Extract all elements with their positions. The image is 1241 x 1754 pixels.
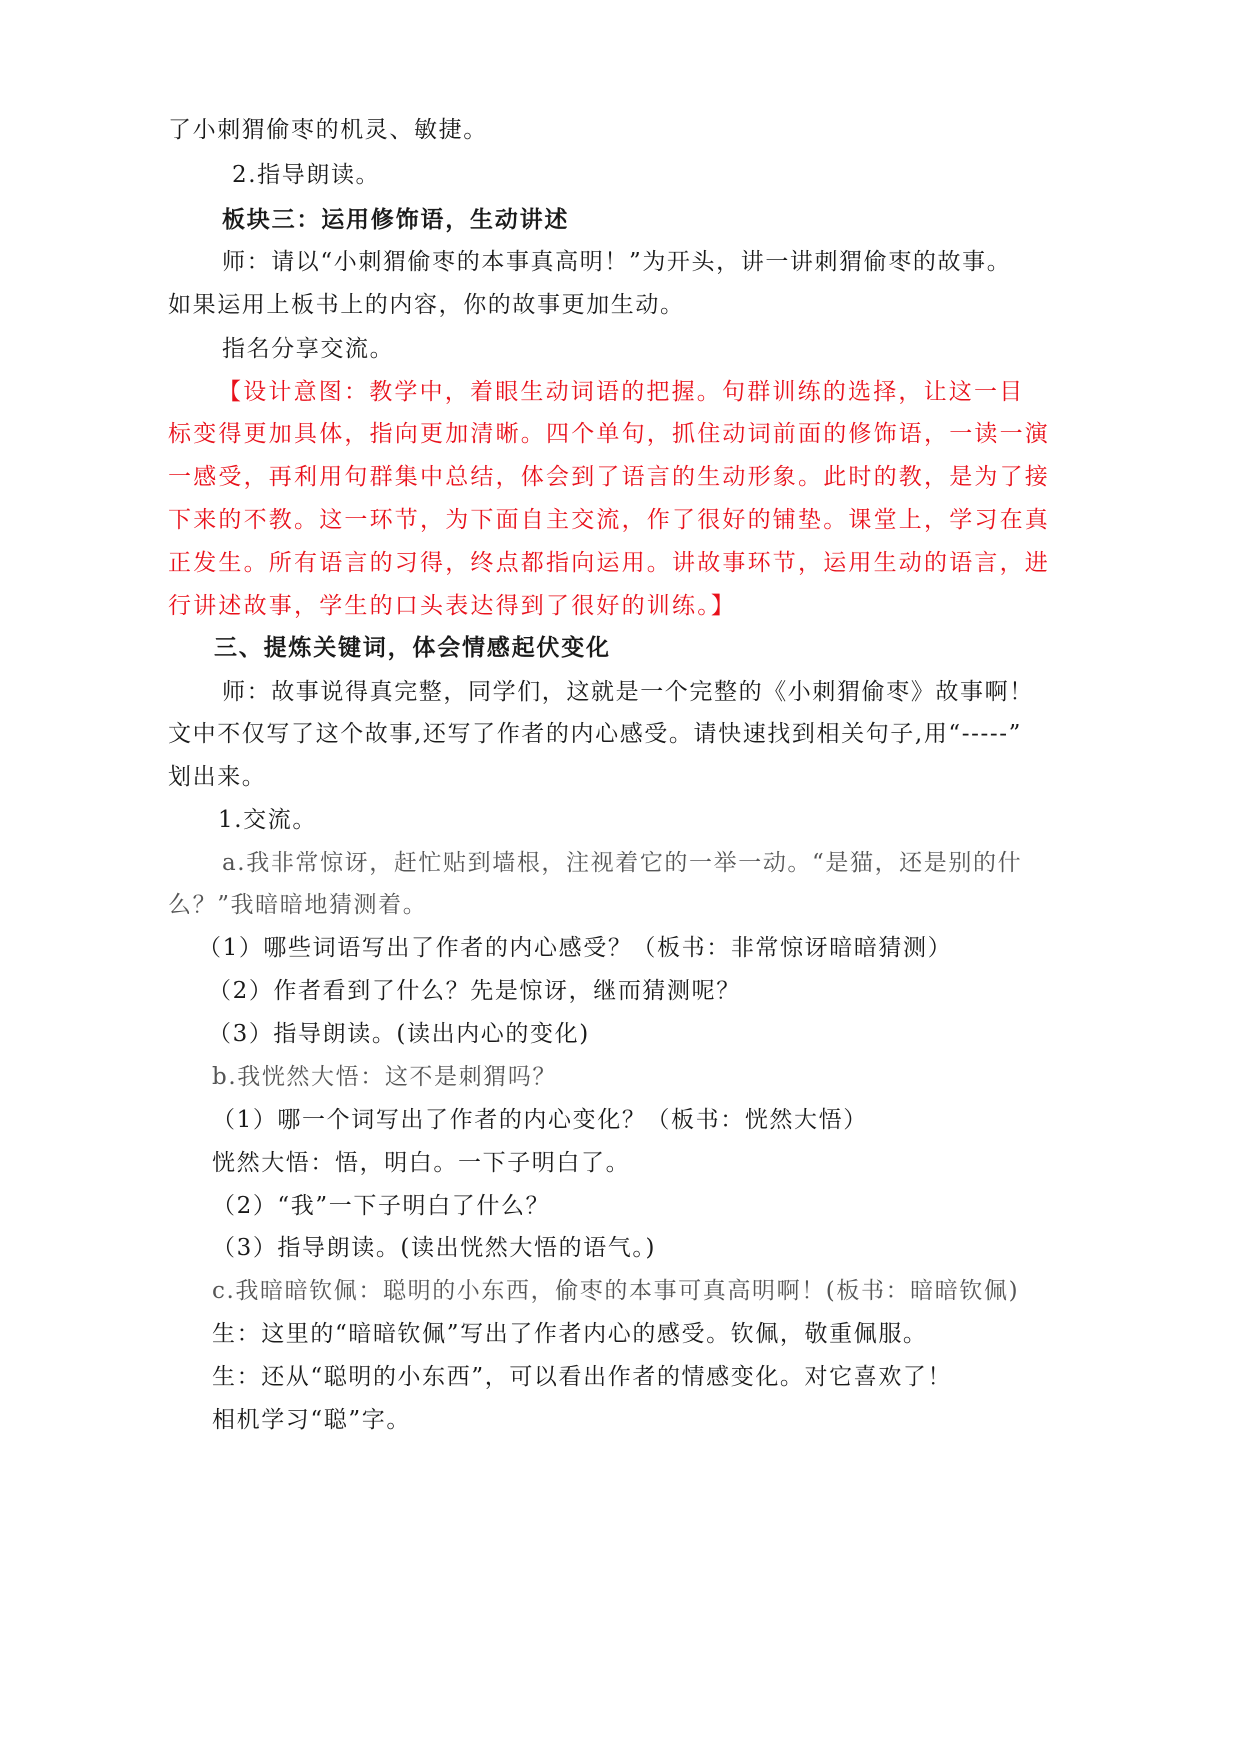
list-item: （1）哪一个词写出了作者的内心变化？（板书：恍然大悟）: [212, 1107, 868, 1133]
section-heading: 三、提炼关键词，体会情感起伏变化: [214, 635, 611, 661]
text-line: 师：请以“小刺猬偷枣的本事真高明！”为开头，讲一讲刺猬偷枣的故事。: [222, 249, 1012, 275]
text-line: 恍然大悟：悟，明白。一下子明白了。: [212, 1150, 631, 1176]
quote-line: b.我恍然大悟：这不是刺猬吗？: [212, 1064, 558, 1090]
list-item: （2）“我”一下子明白了什么？: [212, 1193, 551, 1219]
design-intent-line: 行讲述故事，学生的口头表达得到了很好的训练。】: [168, 593, 737, 619]
text-line: 指名分享交流。: [222, 336, 395, 362]
text-line: 师：故事说得真完整，同学们，这就是一个完整的《小刺猬偷枣》故事啊！: [222, 679, 1034, 705]
list-item: （1）哪些词语写出了作者的内心感受？（板书：非常惊讶暗暗猜测）: [198, 935, 953, 961]
text-line: 文中不仅写了这个故事,还写了作者的内心感受。请快速找到相关句子,用“-----”: [168, 721, 1022, 747]
list-item: 1.交流。: [218, 807, 317, 833]
design-intent-line: 标变得更加具体，指向更加清晰。四个单句，抓住动词前面的修饰语，一读一演: [168, 421, 1050, 447]
text-line: 生：这里的“暗暗钦佩”写出了作者内心的感受。钦佩，敬重佩服。: [212, 1321, 928, 1347]
text-line: 相机学习“聪”字。: [212, 1407, 411, 1433]
quote-line: c.我暗暗钦佩：聪明的小东西，偷枣的本事可真高明啊！(板书：暗暗钦佩): [212, 1278, 1020, 1304]
text-line: 生：还从“聪明的小东西”，可以看出作者的情感变化。对它喜欢了！: [212, 1364, 953, 1390]
list-item: （3）指导朗读。(读出内心的变化): [208, 1021, 590, 1047]
design-intent-line: 正发生。所有语言的习得，终点都指向运用。讲故事环节，运用生动的语言，进: [168, 550, 1050, 576]
list-item: （3）指导朗读。(读出恍然大悟的语气。): [212, 1235, 657, 1261]
quote-line: 么？”我暗暗地猜测着。: [168, 892, 428, 918]
text-line: 了小刺猬偷枣的机灵、敏捷。: [168, 117, 488, 143]
section-heading: 板块三：运用修饰语，生动讲述: [222, 207, 570, 233]
design-intent-line: 【设计意图：教学中，着眼生动词语的把握。句群训练的选择，让这一目: [218, 379, 1025, 405]
text-line: 如果运用上板书上的内容，你的故事更加生动。: [168, 292, 685, 318]
list-item: （2）作者看到了什么？先是惊讶，继而猜测呢？: [208, 978, 741, 1004]
quote-line: a.我非常惊讶，赶忙贴到墙根，注视着它的一举一动。“是猫，还是别的什: [222, 850, 1023, 876]
design-intent-line: 一感受，再利用句群集中总结，体会到了语言的生动形象。此时的教，是为了接: [168, 464, 1050, 490]
list-item: 2.指导朗读。: [232, 162, 381, 188]
design-intent-line: 下来的不教。这一环节，为下面自主交流，作了很好的铺垫。课堂上，学习在真: [168, 507, 1050, 533]
text-line: 划出来。: [168, 764, 267, 790]
